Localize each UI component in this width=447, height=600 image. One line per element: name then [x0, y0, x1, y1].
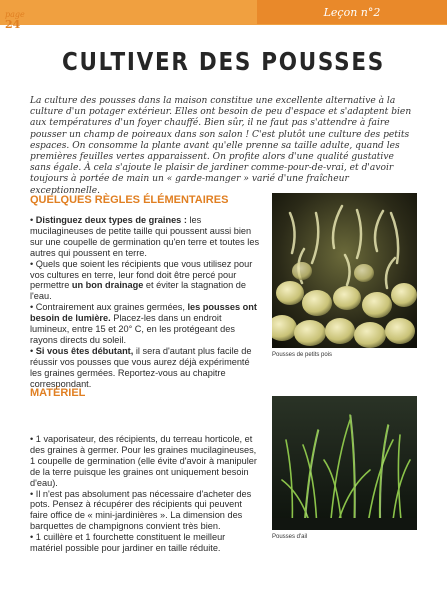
list-item: • Contrairement aux graines germées, les pousses ont besoin de lumière. Placez-les dans un endroit lumineux, entre 15 et 20° C, en les protégeant des rayons directs du soleil.	[30, 302, 257, 345]
lesson-tag: Leçon n°2	[257, 0, 447, 24]
garlic-sprouts-photo	[272, 396, 417, 530]
list-item: • 1 vaporisateur, des récipients, du terreau horticole, et des graines à germer. Pour les graines mucilagineuses, 1 coupelle de germination (elle évite d'avoir à manipuler de la terre puisque les graines ont uniquement besoin d'eau).	[30, 434, 257, 488]
list-item-text: il sera d'autant plus facile de réussir vos pousses que vous aurez déjà expérimenté les graines germées. Reportez-vous au chapitre correspondant.	[30, 345, 252, 389]
materiel-list	[30, 434, 260, 554]
list-item-text: les mucilagineuses de petite taille qui poussent aussi bien sur une coupelle de germination qu'en terre et toutes les autres qui poussent en terre.	[30, 215, 260, 258]
list-item-text: Placez-les dans un endroit lumineux, entre 15 et 20° C, en les protégeant des rayons directs du soleil.	[30, 313, 235, 345]
garlic-sprouts-image	[272, 396, 417, 530]
section-heading-materiel: MATÉRIEL	[30, 387, 86, 399]
list-item-text: Quels que soient les récipients que vous utilisez pour vos cultures en terre, leur fond doit être percé pour permettre	[30, 258, 253, 291]
list-item-text: 1 cuillère et 1 fourchette constituent le meilleur matériel possible pour jardiner en taille réduite.	[30, 532, 226, 554]
photo-caption-garlic: Pousses d'ail	[272, 534, 308, 540]
section-heading-rules: QUELQUES RÈGLES ÉLÉMENTAIRES	[30, 194, 229, 206]
page-title: CULTIVER DES POUSSES	[62, 47, 385, 76]
list-item-text: et éviter la stagnation de l'eau.	[30, 280, 247, 302]
page-number-value: 24	[5, 18, 21, 31]
page-word: page	[5, 10, 25, 19]
list-item: • Distinguez deux types de graines : les mucilagineuses de petite taille qui poussent aussi bien sur une coupelle de germination qu'en terre et toutes les autres qui poussent en terre.	[30, 215, 260, 258]
list-item-bold: Distinguez deux types de graines :	[35, 215, 187, 225]
pea-sprouts-photo	[272, 193, 417, 348]
list-item: • Quels que soient les récipients que vous utilisez pour vos cultures en terre, leur fond doit être percé pour permettre un bon drainage et éviter la stagnation de l'eau.	[30, 258, 253, 302]
list-item: • 1 cuillère et 1 fourchette constituent le meilleur matériel possible pour jardiner en taille réduite.	[30, 532, 226, 554]
pea-sprouts-image	[272, 193, 417, 348]
page-number	[5, 10, 25, 29]
list-item-text: Il n'est pas absolument pas nécessaire d'acheter des pots. Pensez à récupérer des récipients qui peuvent faire office de « mini-jardinières ». La dimension des barquettes de champignons convient très bien.	[30, 488, 252, 532]
list-item: • Il n'est pas absolument pas nécessaire d'acheter des pots. Pensez à récupérer des récipients qui peuvent faire office de « mini-jardinières ». La dimension des barquettes de champignons convient très bien.	[30, 488, 252, 532]
list-item-text: 1 vaporisateur, des récipients, du terreau horticole, et des graines à germer. Pour les graines mucilagineuses, 1 coupelle de germination (elle évite d'avoir à manipuler de la terre puisque les graines ont uniquement besoin d'eau).	[30, 434, 257, 488]
intro-paragraph: La culture des pousses dans la maison constitue une excellente alternative à la culture d'un potager extérieur. Elles ont besoin de peu d'espace et s'adaptent bien aux températures d'un foyer chauffé. Bien sûr, il ne faut pas s'attendre à faire pousser un champ de poireaux dans son salon ! C'est plutôt une culture des petits espaces. On consomme la plante avant qu'elle prenne sa taille adulte, quand les premières feuilles vertes apparaissent. On profite alors d'une qualité gustative sans égale. À cela s'ajoute le plaisir de jardiner comme-pour-de-vrai, et d'avoir toujours à portée de main un « garde-manger » varié d'une fraîcheur exceptionnelle.	[30, 96, 412, 196]
photo-caption-peas: Pousses de petits pois	[272, 352, 333, 358]
list-item-bold: un bon drainage	[71, 280, 144, 291]
list-item-bold: Si vous êtes débutant,	[35, 345, 134, 356]
list-item-text: Contrairement aux graines germées,	[35, 302, 188, 313]
list-item: • Si vous êtes débutant, il sera d'autant plus facile de réussir vos pousses que vous aurez déjà expérimenté les graines germées. Reportez-vous au chapitre correspondant.	[30, 345, 252, 389]
rules-list	[30, 215, 260, 390]
list-item-bold: les pousses ont besoin de lumière.	[30, 302, 257, 324]
